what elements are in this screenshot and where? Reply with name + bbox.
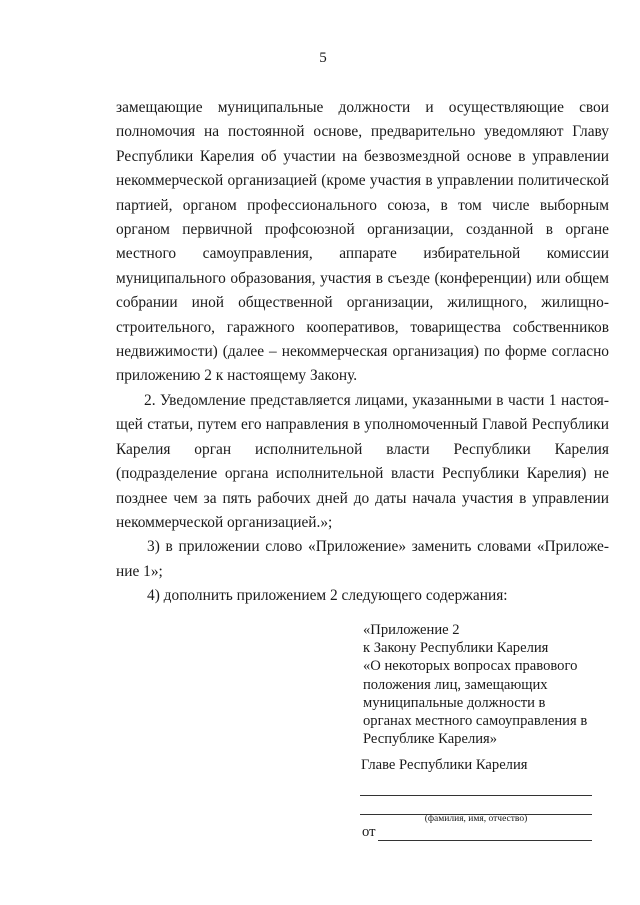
appendix-header-line: «О некоторых вопросах правового xyxy=(363,658,578,675)
blank-line xyxy=(360,795,592,796)
page-number: 5 xyxy=(319,50,327,66)
appendix-header-line: к Закону Республики Карелия xyxy=(363,640,549,657)
from-label: от xyxy=(362,824,376,840)
appendix-header-line: «Приложение 2 xyxy=(363,622,460,638)
paragraph-item-4: 4) дополнить приложением 2 следующего содержания: xyxy=(147,587,508,605)
appendix-header-line: Республике Карелия» xyxy=(363,731,498,748)
paragraph-continuation: замещающие муниципальные должности и осуществляющие свои полномочия на постоянной основе, предварительно уведомляют Главу Республики Карелия об участии на безвозмездной основе в управлении некоммерческой организацией (кроме участия в управлении политической партией, органом профессионального союза, в том числе выборным органом первичной профсоюзной организации, созданной в органе местного самоуправления, аппарате избирательной комиссии муниципального образования, участия в съезде (конференции) или общем собрании иной общественной организации, жилищного, жилищно-строительного, гаражного кооперативов, товарищества собственников недвижимости) (далее – некоммерческая организация) по форме согласно приложению 2 к настоящему Закону. xyxy=(116,99,609,385)
paragraph-item-2: 2. Уведомление представляется лицами, указанными в части 1 настоящей статьи, путем его направления в уполномоченный Главой Республики Карелия орган исполнительной власти Республики Карелия (подразделение органа исполнительной власти Республики Карелия) не позднее чем за пять рабочих дней до даты начала участия в управлении некоммерческой организацией.»; xyxy=(116,391,609,531)
appendix-header-line: органах местного самоуправления в xyxy=(363,713,588,730)
appendix-header-line: положения лиц, замещающих xyxy=(363,676,548,693)
from-blank-line xyxy=(378,840,592,841)
appendix-header xyxy=(363,621,613,748)
paragraph-item-3: 3) в приложении слово «Приложение» заменить словами «Приложение 1»; xyxy=(116,538,609,580)
form-addressee: Главе Республики Карелия xyxy=(361,757,528,773)
document-body xyxy=(116,96,609,609)
fio-caption: (фамилия, имя, отчество) xyxy=(424,814,528,824)
appendix-header-line: муниципальные должности в xyxy=(363,694,546,711)
